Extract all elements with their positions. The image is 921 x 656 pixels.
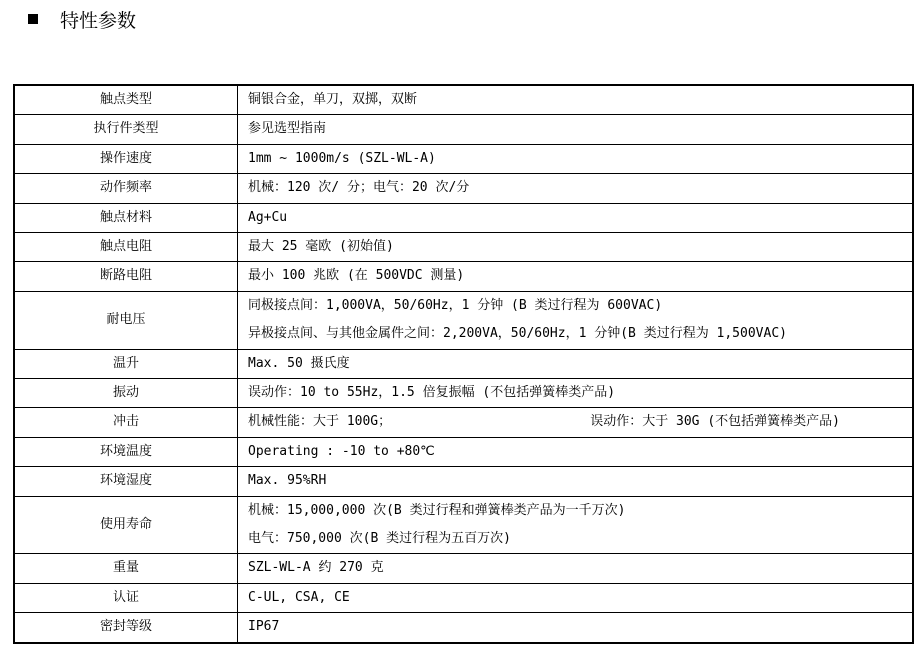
value-line: 电气：750,000 次(B 类过行程为五百万次) <box>248 531 511 547</box>
param-name: 冲击 <box>14 408 238 437</box>
param-name: 动作频率 <box>14 174 238 203</box>
table-row <box>14 554 913 583</box>
table-row <box>14 174 913 203</box>
section-heading <box>28 6 136 32</box>
value-split <box>248 408 912 436</box>
table-row <box>14 115 913 144</box>
table-row <box>14 144 913 173</box>
table-row <box>14 291 913 349</box>
table-row <box>14 379 913 408</box>
param-name: 环境湿度 <box>14 467 238 496</box>
param-name: 重量 <box>14 554 238 583</box>
param-value <box>238 408 914 437</box>
spec-table <box>13 84 914 644</box>
table-row <box>14 233 913 262</box>
value-line: 同极接点间：1,000VA，50/60Hz，1 分钟 (B 类过行程为 600VAC) <box>248 297 663 313</box>
param-name: 耐电压 <box>14 291 238 349</box>
table-row <box>14 262 913 291</box>
param-name: 振动 <box>14 379 238 408</box>
param-name: 执行件类型 <box>14 115 238 144</box>
param-value <box>238 291 914 349</box>
section-title: 特性参数 <box>60 9 137 32</box>
param-name: 环境温度 <box>14 437 238 466</box>
param-value: SZL-WL-A 约 270 克 <box>238 554 914 583</box>
param-value: 铜银合金，单刀，双掷，双断 <box>238 85 914 115</box>
param-value: Max. 95%RH <box>238 467 914 496</box>
value-line: 机械：15,000,000 次(B 类过行程和弹簧棒类产品为一千万次) <box>248 502 626 518</box>
param-value <box>238 496 914 554</box>
param-value: 误动作：10 to 55Hz，1.5 倍复振幅 (不包括弹簧棒类产品) <box>238 379 914 408</box>
param-value: 1mm ~ 1000m/s (SZL-WL-A) <box>238 144 914 173</box>
table-row <box>14 583 913 612</box>
value-right: 误动作：大于 30G (不包括弹簧棒类产品) <box>590 414 840 430</box>
param-name: 认证 <box>14 583 238 612</box>
param-name: 操作速度 <box>14 144 238 173</box>
table-row <box>14 467 913 496</box>
param-name: 温升 <box>14 349 238 378</box>
param-value: Max. 50 摄氏度 <box>238 349 914 378</box>
param-value: C-UL, CSA, CE <box>238 583 914 612</box>
param-name: 触点材料 <box>14 203 238 232</box>
value-line: 异极接点间、与其他金属件之间：2,200VA，50/60Hz，1 分钟(B 类过行程为 1,500VAC) <box>248 326 787 342</box>
param-name: 触点电阻 <box>14 233 238 262</box>
table-row <box>14 437 913 466</box>
value-left: 机械性能：大于 100G； <box>248 414 392 430</box>
param-value: 机械：120 次/ 分；电气：20 次/分 <box>238 174 914 203</box>
param-name: 使用寿命 <box>14 496 238 554</box>
param-value: 最大 25 毫欧 (初始值) <box>238 233 914 262</box>
param-name: 密封等级 <box>14 613 238 643</box>
table-row <box>14 85 913 115</box>
param-name: 触点类型 <box>14 85 238 115</box>
param-value: Ag+Cu <box>238 203 914 232</box>
square-bullet-icon <box>28 14 38 24</box>
param-value: IP67 <box>238 613 914 643</box>
table-row <box>14 203 913 232</box>
table-row <box>14 613 913 643</box>
table-row <box>14 408 913 437</box>
table-row <box>14 349 913 378</box>
param-value: Operating : -10 to +80℃ <box>238 437 914 466</box>
param-value: 参见选型指南 <box>238 115 914 144</box>
param-value: 最小 100 兆欧 (在 500VDC 测量) <box>238 262 914 291</box>
table-row <box>14 496 913 554</box>
param-name: 断路电阻 <box>14 262 238 291</box>
